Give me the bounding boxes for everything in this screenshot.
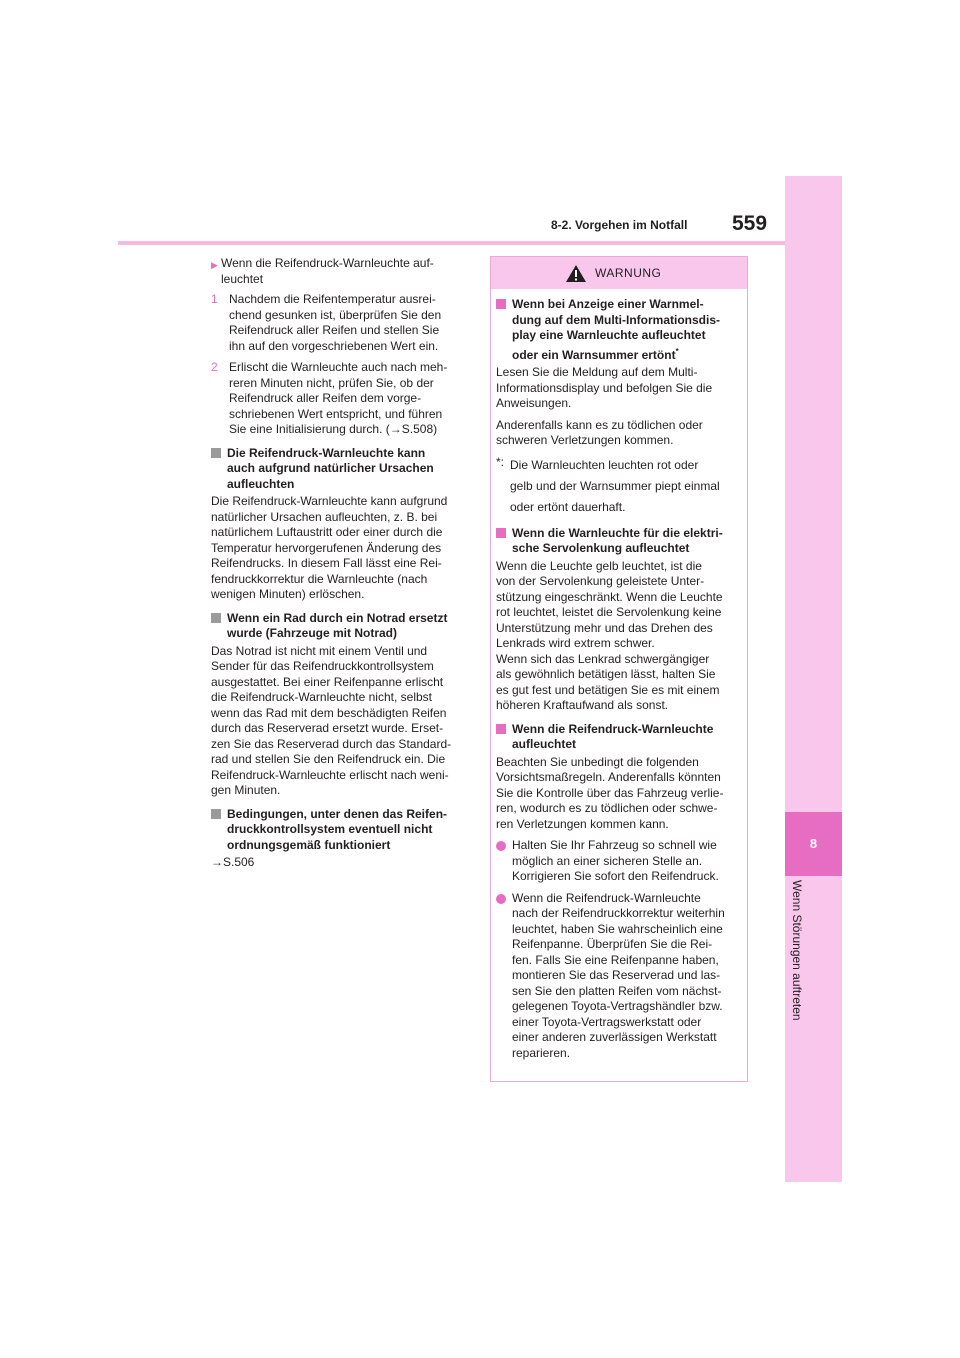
warning-section-heading (496, 297, 742, 363)
footnote (496, 455, 742, 518)
warning-paragraph: Wenn die Leuchte gelb leuchtet, ist die von der Servolenkung geleistete Unter- stützung eingeschränkt. Wenn die Leuchte rot leuchtet, leistet die Servolenkung keine Unterstützung mehr und das Drehen des Lenkrads wird extrem schwer. Wenn sich das Lenkrad schwergängiger als gewöhnlich betätigen lässt, halten Sie es gut fest und betätigen Sie es mit einem höheren Kraftaufwand als sonst. (496, 558, 723, 712)
warning-body (491, 289, 747, 1061)
square-bullet-icon (496, 299, 506, 309)
header-rule (118, 241, 785, 245)
square-bullet-icon (496, 724, 506, 734)
intro-bullet (211, 256, 467, 287)
section-heading-text: Bedingungen, unter denen das Reifen- druckkontrollsystem eventuell nicht ordnungsgemäß funktioniert (227, 806, 448, 852)
chapter-tab (785, 812, 842, 876)
warning-dot-item (496, 891, 742, 1062)
section-heading (211, 446, 467, 493)
warning-section-heading (496, 722, 742, 753)
warning-paragraph: Lesen Sie die Meldung auf dem Multi- Informationsdisplay und befolgen Sie die Anweisungen. (496, 365, 713, 410)
circle-bullet-icon (496, 841, 506, 851)
section-body: Die Reifendruck-Warnleuchte kann aufgrund natürlicher Ursachen aufleuchten, z. B. bei natürlichem Luftaustritt oder einer durch die Temperatur hervorgerufenen Änderung des Reifendrucks. In diesem Fall lässt eine Rei- fendruckkorrektur die Warnleuchte (nach wenigen Minuten) erlöschen. (211, 494, 448, 601)
warning-heading-text: Wenn die Reifendruck-Warnleuchte aufleuchtet (512, 721, 714, 751)
section-title: 8-2. Vorgehen im Notfall (551, 218, 688, 232)
section-body: Das Notrad ist nicht mit einem Ventil und Sender für das Reifendruckkontrollsystem ausgestattet. Bei einer Reifenpanne erlischt die Reifendruck-Warnleuchte nicht, selbst wenn das Rad mit dem beschädigten Reifen durch das Reserverad ersetzt wurde. Erset- zen Sie das Reserverad durch das Standard- rad und stellen Sie den Reifendruck ein. Die Reifendruck-Warnleuchte erlischt nach weni- gen Minuten. (211, 643, 452, 797)
footnote-text: Die Warnleuchten leuchten rot oder gelb und der Warnsummer piept einmal oder ertönt dauerhaft. (510, 457, 720, 514)
footnote-mark: * (675, 346, 679, 356)
intro-bullet-text: Wenn die Reifendruck-Warnleuchte auf- leuchtet (221, 256, 434, 286)
warning-box (490, 256, 748, 1082)
warning-triangle-icon (565, 264, 587, 283)
warning-paragraph: Anderenfalls kann es zu tödlichen oder schweren Verletzungen kommen. (496, 417, 703, 447)
warning-dot-text: Halten Sie Ihr Fahrzeug so schnell wie möglich an einer sicheren Stelle an. Korrigieren Sie sofort den Reifendruck. (512, 838, 719, 883)
footnote-marker: *: (496, 454, 505, 469)
warning-paragraph: Beachten Sie unbedingt die folgenden Vorsichtsmaßregeln. Anderenfalls könnten Sie die Kontrolle über das Fahrzeug verlie- ren, wodurch es zu tödlichen oder schwe- ren Verletzungen kommen kann. (496, 754, 724, 831)
page-number: 559 (732, 212, 768, 235)
square-bullet-icon (211, 809, 221, 819)
square-bullet-icon (211, 448, 221, 458)
warning-header (491, 257, 747, 289)
section-heading (211, 807, 467, 854)
step-number: 2 (211, 360, 218, 374)
left-column (211, 256, 467, 877)
circle-bullet-icon (496, 894, 506, 904)
square-bullet-icon (496, 528, 506, 538)
section-heading-text: Wenn ein Rad durch ein Notrad ersetzt wurde (Fahrzeuge mit Notrad) (227, 610, 448, 640)
step-text: Nachdem die Reifentemperatur ausrei- chend gesunken ist, überprüfen Sie den Reifendruck aller Reifen und stellen Sie ihn auf den vorgeschriebenen Wert ein. (229, 292, 442, 353)
step-item (211, 360, 467, 438)
chapter-number: 8 (809, 836, 818, 851)
step-text: Erlischt die Warnleuchte auch nach meh- reren Minuten nicht, prüfen Sie, ob der Reifendruck aller Reifen dem vorge- schriebenen Wert entspricht, und führen Sie eine Initialisierung durch. (→S.508) (229, 360, 448, 436)
warning-section-heading (496, 526, 742, 557)
warning-dot-item (496, 838, 742, 885)
step-item (211, 292, 467, 354)
warning-title: WARNUNG (595, 266, 662, 280)
square-bullet-icon (211, 613, 221, 623)
warning-heading-wrap (512, 297, 720, 363)
section-heading-text: Die Reifendruck-Warnleuchte kann auch aufgrund natürlicher Ursachen aufleuchten (227, 445, 434, 491)
step-number: 1 (211, 292, 218, 306)
triangle-bullet-icon: ▶ (211, 260, 218, 270)
warning-heading-text: Wenn bei Anzeige einer Warnmel- dung auf dem Multi-Informationsdis- play eine Warnleuchte aufleuchtet oder ein Warnsummer ertönt (512, 297, 720, 362)
page-reference[interactable]: →S.506 (211, 855, 255, 869)
section-heading (211, 611, 467, 642)
chapter-label: Wenn Störungen auftreten (790, 880, 804, 1021)
warning-dot-text: Wenn die Reifendruck-Warnleuchte nach der Reifendruckkorrektur weiterhin leuchtet, haben Sie wahrscheinlich eine Reifenpanne. Überprüfen Sie die Rei- fen. Falls Sie eine Reifenpanne haben, montieren Sie das Reserverad und las- sen Sie den platten Reifen vom nächst- gelegenen Toyota-Vertragshändler bzw. einer Toyota-Vertragswerkstatt oder einer anderen zuverlässigen Werkstatt reparieren. (512, 890, 725, 1060)
warning-heading-text: Wenn die Warnleuchte für die elektri- sche Servolenkung aufleuchtet (512, 525, 723, 555)
